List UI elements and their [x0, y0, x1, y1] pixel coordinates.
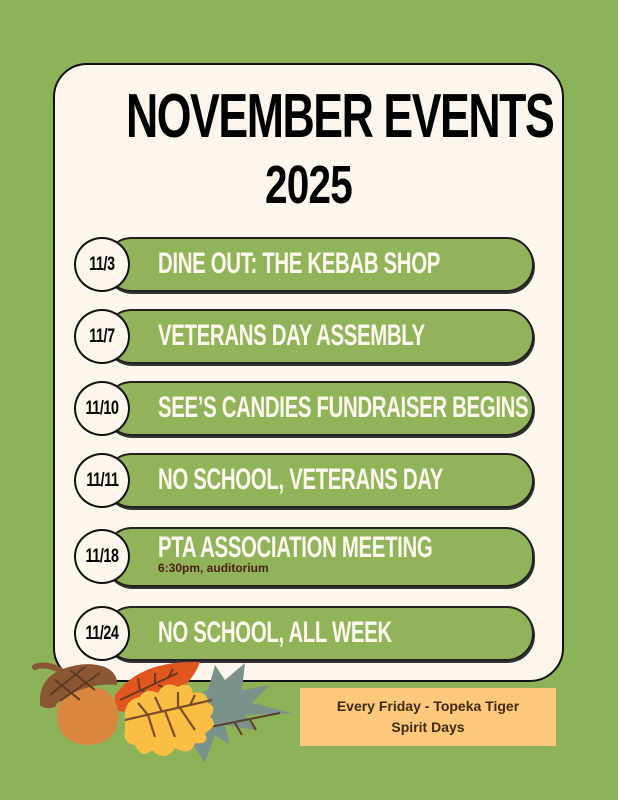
autumn-decoration	[30, 645, 300, 775]
events-card	[53, 63, 564, 682]
event-title: VETERANS DAY ASSEMBLY	[158, 319, 425, 352]
event-row	[74, 237, 534, 292]
date-badge	[74, 453, 130, 508]
spirit-days-banner	[300, 688, 556, 746]
event-title: NO SCHOOL, ALL WEEK	[158, 616, 392, 649]
event-title: NO SCHOOL, VETERANS DAY	[158, 463, 444, 496]
event-date: 11/10	[85, 397, 119, 419]
event-row	[74, 381, 534, 436]
date-badge	[74, 529, 130, 584]
event-date: 11/24	[85, 622, 119, 644]
page-title: NOVEMBER EVENTS	[125, 82, 554, 151]
event-title: PTA ASSOCIATION MEETING	[158, 531, 433, 564]
page-year: 2025	[264, 155, 353, 215]
event-title: DINE OUT: THE KEBAB SHOP	[158, 247, 440, 280]
event-date: 11/11	[85, 469, 119, 491]
event-date: 11/7	[89, 325, 115, 347]
event-row	[74, 453, 534, 508]
spirit-line-1: Every Friday - Topeka Tiger	[336, 698, 520, 714]
event-subtitle: 6:30pm, auditorium	[158, 561, 269, 575]
date-badge	[74, 381, 130, 436]
event-date: 11/3	[89, 253, 115, 275]
date-badge	[74, 237, 130, 292]
event-date: 11/18	[85, 545, 119, 567]
date-badge	[74, 309, 130, 364]
date-badge	[74, 606, 130, 661]
event-title: SEE’S CANDIES FUNDRAISER BEGINS	[158, 391, 529, 424]
event-row	[74, 309, 534, 364]
acorn-icon	[35, 664, 118, 745]
spirit-line-2: Spirit Days	[391, 719, 465, 735]
event-row	[74, 527, 534, 587]
